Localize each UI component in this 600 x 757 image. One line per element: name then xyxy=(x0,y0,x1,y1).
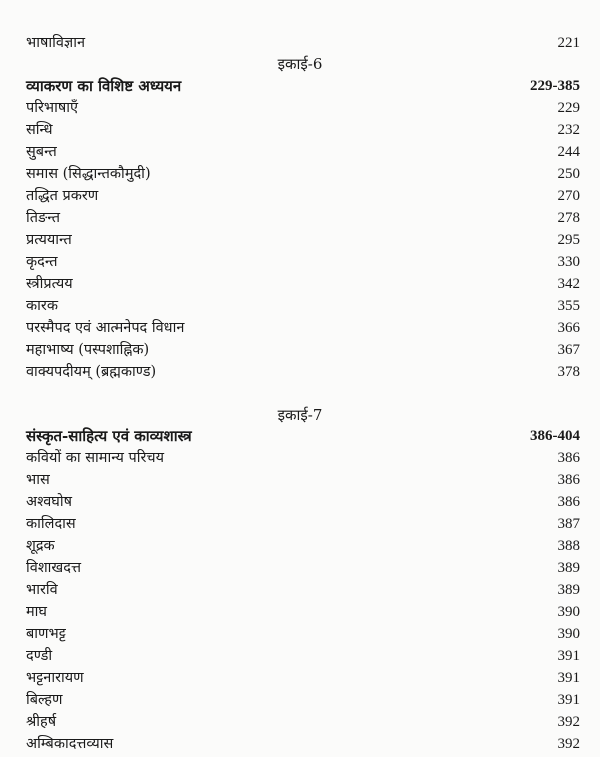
toc-entry-title: कवियों का सामान्य परिचय xyxy=(26,450,165,466)
toc-entry xyxy=(26,667,580,689)
toc-entry-page: 389 xyxy=(557,582,580,598)
unit-7-heading xyxy=(26,425,580,447)
toc-entry xyxy=(26,513,580,535)
toc-entry-title: कालिदास xyxy=(26,516,76,532)
toc-entry-title: समास (सिद्धान्तकौमुदी) xyxy=(26,166,151,182)
toc-entry-page: 366 xyxy=(557,320,580,336)
toc-entry-title: माघ xyxy=(26,604,47,620)
toc-entry-bhashavigyan xyxy=(26,32,580,54)
toc-entry xyxy=(26,557,580,579)
toc-entry-page: 355 xyxy=(557,298,580,314)
toc-entry-title: अम्बिकादत्तव्यास xyxy=(26,736,114,752)
toc-entry-page: 391 xyxy=(557,692,580,708)
toc-entry-page: 386 xyxy=(557,494,580,510)
toc-entry-title: भास xyxy=(26,472,50,488)
section-heading-pages: 229-385 xyxy=(530,78,580,94)
toc-entry-title: दण्डी xyxy=(26,648,53,664)
toc-entry xyxy=(26,141,580,163)
toc-entry-page: 278 xyxy=(557,210,580,226)
toc-entry xyxy=(26,97,580,119)
toc-entry xyxy=(26,645,580,667)
toc-entry-page: 270 xyxy=(557,188,580,204)
toc-entry-page: 330 xyxy=(557,254,580,270)
toc-entry xyxy=(26,207,580,229)
toc-entry-page: 390 xyxy=(557,626,580,642)
toc-entry xyxy=(26,119,580,141)
toc-entry-title: बिल्हण xyxy=(26,692,63,708)
toc-entry-page: 387 xyxy=(557,516,580,532)
toc-entry xyxy=(26,251,580,273)
toc-entry-title: भाषाविज्ञान xyxy=(26,35,86,51)
toc-entry xyxy=(26,689,580,711)
toc-entry xyxy=(26,273,580,295)
toc-entry xyxy=(26,229,580,251)
toc-entry xyxy=(26,295,580,317)
toc-entry xyxy=(26,447,580,469)
toc-entry-title: श्रीहर्ष xyxy=(26,714,57,730)
toc-entry xyxy=(26,469,580,491)
toc-entry-page: 221 xyxy=(557,35,580,51)
toc-entry-page: 389 xyxy=(557,560,580,576)
toc-entry xyxy=(26,317,580,339)
toc-entry xyxy=(26,185,580,207)
toc-entry-page: 244 xyxy=(557,144,580,160)
toc-entry xyxy=(26,601,580,623)
toc-entry-page: 295 xyxy=(557,232,580,248)
toc-entry-title: परिभाषाएँ xyxy=(26,100,79,116)
toc-entry-page: 250 xyxy=(557,166,580,182)
toc-entry-page: 391 xyxy=(557,648,580,664)
toc-entry-page: 229 xyxy=(557,100,580,116)
toc-entry-page: 392 xyxy=(557,714,580,730)
toc-entry xyxy=(26,361,580,383)
section-heading-pages: 386-404 xyxy=(530,428,580,444)
toc-entry-title: प्रत्ययान्त xyxy=(26,232,72,248)
toc-entry-title: कारक xyxy=(26,298,58,314)
toc-entry-title: तद्धित प्रकरण xyxy=(26,188,99,204)
section-heading-title: संस्कृत-साहित्य एवं काव्यशास्त्र xyxy=(26,427,192,445)
unit-6-label: इकाई-6 xyxy=(277,55,323,73)
toc-entry-title: तिङन्त xyxy=(26,210,60,226)
toc-entry-page: 232 xyxy=(557,122,580,138)
toc-entry xyxy=(26,733,580,755)
toc-entry xyxy=(26,711,580,733)
toc-entry-title: महाभाष्य (पस्पशाह्निक) xyxy=(26,342,150,358)
toc-entry-title: परस्मैपद एवं आत्मनेपद विधान xyxy=(26,320,185,336)
toc-entry-page: 342 xyxy=(557,276,580,292)
toc-entry xyxy=(26,623,580,645)
toc-entry-title: भट्टनारायण xyxy=(26,670,84,686)
toc-entry-page: 388 xyxy=(557,538,580,554)
toc-entry-title: स्त्रीप्रत्यय xyxy=(26,276,73,292)
unit-7-label: इकाई-7 xyxy=(277,406,323,424)
toc-entry-page: 392 xyxy=(557,736,580,752)
toc-entry-title: सन्धि xyxy=(26,122,53,138)
toc-entry-title: सुबन्त xyxy=(26,144,57,160)
toc-entry xyxy=(26,579,580,601)
toc-entry xyxy=(26,339,580,361)
toc-entry-title: बाणभट्ट xyxy=(26,626,66,642)
toc-entry-page: 386 xyxy=(557,450,580,466)
toc-entry-title: भारवि xyxy=(26,582,58,598)
toc-entry-title: कृदन्त xyxy=(26,254,58,270)
toc-entry-page: 386 xyxy=(557,472,580,488)
toc-entry xyxy=(26,491,580,513)
toc-entry xyxy=(26,535,580,557)
toc-entry-page: 390 xyxy=(557,604,580,620)
toc-entry-title: अश्वघोष xyxy=(26,494,73,510)
toc-entry-page: 378 xyxy=(557,364,580,380)
toc-entry-title: वाक्यपदीयम् (ब्रह्मकाण्ड) xyxy=(26,364,157,380)
toc-entry-title: शूद्रक xyxy=(26,538,55,554)
unit-6-heading xyxy=(26,75,580,97)
section-heading-title: व्याकरण का विशिष्ट अध्ययन xyxy=(26,77,182,95)
toc-entry xyxy=(26,163,580,185)
toc-entry-page: 391 xyxy=(557,670,580,686)
toc-entry-page: 367 xyxy=(557,342,580,358)
toc-entry-title: विशाखदत्त xyxy=(26,560,82,576)
